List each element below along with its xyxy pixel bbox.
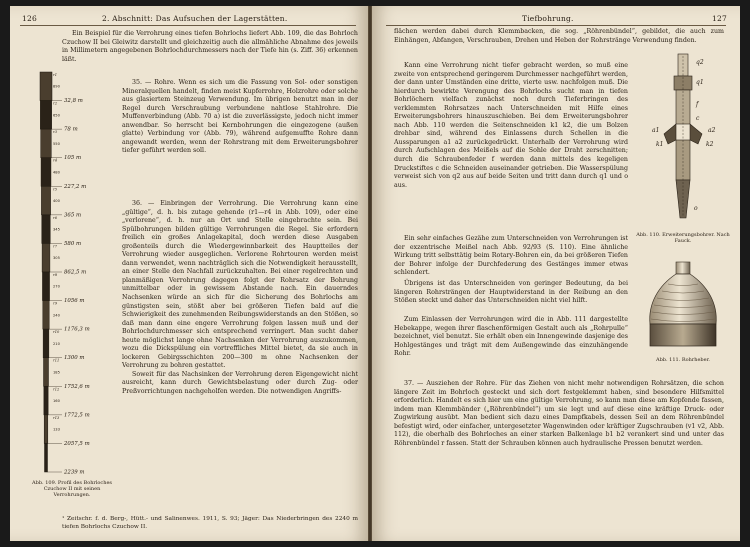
depth-label: 1176,3 m	[64, 326, 90, 333]
tube-label: r10	[53, 330, 60, 335]
casing-segment	[44, 415, 48, 444]
casing-segment	[42, 272, 49, 301]
depth-label: 105 m	[64, 155, 82, 162]
depth-label: 227,2 m	[64, 183, 87, 190]
casing-segment	[45, 443, 48, 472]
reamer-label: k1	[656, 141, 664, 148]
undercut-paragraph: Übrigens ist das Unterschneiden von geringer Bedeutung, da bei längeren Rohrsträngen der Hauptwiderstand in der Reibung an den Stößen steckt und daher das Unterschneiden nicht viel hilft.	[394, 280, 628, 305]
head-rule	[20, 25, 356, 26]
reamer-drawing	[638, 50, 728, 230]
tube-label: r11	[53, 358, 60, 363]
depth-label: 1056 m	[64, 298, 85, 305]
section-37: 37. — Ausziehen der Rohre. Für das Ziehen von nicht mehr notwendigen Rohrsätzen, die schon längere Zeit im Bohrloch gesteckt und sich dort festgeklemmt haben, sind besondere Hilfsmittel erforderlich. Handelt es sich hier um eine gültige Verrohrung, so kann man diese am Kopfende fassen, indem man Klemmbänder („Röhrenbündel“) um sie legt und auf diese eine kräftige Druck- oder Zugwirkung ausübt. Man bedient sich dazu eines Dampfkabels, dessen Seil an dem Röhrenbündel befestigt wird, oder einfacher, untergesetzter Wagenwinden oder kräftiger Zugschrauben (v1 v2, Abb. 112), die oberhalb des Bohrloches an einer starken Balkenlage b1 b2 verankert sind und unter das Röhrenbündel r fassen. Statt der Schrauben können auch hydraulische Pressen benutzt werden.	[394, 380, 724, 447]
casing-segment	[41, 158, 51, 187]
casing-segment	[42, 243, 50, 272]
depth-label: 365 m	[64, 212, 82, 219]
footnote: ¹ Zeitschr. f. d. Berg-, Hütt.- und Salinenwes. 1911, S. 93; Jäger: Das Niederbringen des 2240 m tiefen Bohrlochs Czuchow II.	[62, 516, 358, 530]
figure-109-caption: Abb. 109. Profil des Bohrloches Czuchow II mit seinen Verrohrungen.	[32, 480, 112, 498]
depth-label: 580 m	[64, 240, 82, 247]
figure-111	[638, 256, 728, 356]
diameter-label: 185	[53, 370, 60, 375]
tube-label: r8	[53, 273, 58, 277]
tube-label: r6	[53, 215, 58, 220]
tube-label: r7	[53, 244, 58, 249]
reamer-label: a2	[708, 127, 716, 134]
casing-segment	[40, 72, 52, 101]
reamer-label: q2	[696, 59, 704, 66]
depth-label: 1752,6 m	[64, 383, 90, 390]
casing-segment	[41, 129, 52, 158]
figure-110-caption: Abb. 110. Erweiterungsbohrer. Nach Fauck.	[636, 232, 730, 244]
tube-label: r5	[53, 187, 58, 192]
reamer-label: o	[694, 205, 698, 212]
borehole-profile-diagram	[32, 68, 116, 478]
diameter-label: 345	[53, 227, 60, 232]
casing-segment	[44, 386, 48, 415]
depth-label: 78 m	[64, 126, 78, 133]
casing-segment	[40, 101, 51, 130]
depth-label: 2239 m	[64, 469, 85, 476]
section-35: 35. — Rohre. Wenn es sich um die Fassung von Sol- oder sonstigen Mineralquellen handelt, finden meist Kupferrohre, Holzrohre oder solche aus glasiertem Steinzeug Verwendung. Im übrigen benutzt man in der Regel durch Verschraubung verbundene nahtlose Stahlrohre. Die Muffenverbindung (Abb. 70 a) ist die zuverlässigste, jedoch nicht immer anwendbar. So herrscht bei Kernbohrungen die eingezogene (außen glatte) Verbindung vor (Abb. 79), während aufgemuffte Rohre dann angewandt werden, wenn der Rohrstrang mit dem Erweiterungsbohrer tiefer geführt werden soll.	[122, 79, 358, 155]
figure-110	[638, 50, 728, 230]
reamer-label: k2	[706, 141, 714, 148]
intro-paragraph: Ein Beispiel für die Verrohrung eines tiefen Bohrlochs liefert Abb. 109, die das Bohrloch Czuchow II bei Gleiwitz darstellt und gleichzeitig auch die allmähliche Abnahme des jeweils in Millimetern angegebenen Bohrlochdurchmessers nach der Tiefe hin (s. Ziff. 36) erkennen läßt.	[62, 30, 358, 63]
eccentric-bit-paragraph: Ein sehr einfaches Gezähe zum Unterschneiden von Verrohrungen ist der exzentrische Meißel nach Abb. 92/93 (S. 110). Eine ähnliche Wirkung tritt selbsttätig beim Rotary-Bohren ein, da bei größeren Tiefen der Bohrer infolge der Durchfederung des Gestänges immer etwas schlendert.	[394, 235, 628, 277]
diameter-label: 480	[53, 170, 60, 175]
diameter-label: 400	[53, 199, 60, 203]
page-number: 126	[22, 14, 37, 23]
lifting-cap-paragraph: Zum Einlassen der Verrohrungen wird die in Abb. 111 dargestellte Hebekappe, wegen ihrer flaschenförmigen Gestalt auch als „Rohrpulle“ bezeichnet, viel benutzt. Sie erhält oben ein Innengewinde dasjenige des Hohlgestänges und trägt mit dem Außengewinde das einzuhängende Rohr.	[394, 316, 628, 358]
depth-label: 862,5 m	[64, 269, 87, 276]
figure-109	[32, 68, 116, 478]
tube-label: r12	[53, 387, 60, 392]
tube-label: r3	[53, 130, 58, 135]
diameter-label: 133	[53, 427, 60, 432]
section-36: 36. — Einbringen der Verrohrung. Die Verrohrung kann eine „gültige“, d. h. bis zutage gehende (r1—r4 in Abb. 109), oder eine „verlorene“, d. h. nur an Ort und Stelle eingebrachte sein. Bei Spülbohrungen bilden gültige Verrohrungen die Regel. Sie erfordern freilich ein großes Anlagekapital, doch werden diese Ausgaben großenteils durch die Wiedergewinnbarkeit des Hauptteiles der Verrohrung wieder ausgeglichen. Verlorene Rohrtouren werden meist dann verwendet, wenn nachträglich sich die Notwendigkeit herausstellt, an einer Stelle den Nachfall zurückzuhalten. Bei einer regelrechten und planmäßigen Verrohrung dagegen folgt der Rohrsatz der Bohrung unmittelbar oder in gewissem Abstande nach. Ein dauerndes Nachsenken würde an sich für die Sicherung des Bohrlochs am günstigsten sein, stößt aber bei größeren Tiefen bald auf die Schwierigkeit des zunehmenden Reibungswiderstands an den Stößen, so daß man dann eine engere Verrohrung folgen lassen muß und der Bohrlochdurchmesser sich entsprechend verringert. Man sucht daher heute möglichst lange ohne Nachsenken der Verrohrung auszukommen, wozu die Dickspülung ein vortreffliches Mittel bietet, da sie auch in lockeren Gebirgsschichten 200—300 m ohne Nachsenken der Verrohrung zu bohren gestattet. Soweit für das Nachsinken der Verrohrung deren Eigengewicht nicht ausreicht, kann durch Gewichtsbelastung oder durch Zug- oder Preßvorrichtungen nachgeholfen werden. Die notwendigen Angriffs-	[122, 200, 358, 396]
left-page	[10, 6, 368, 541]
tube-label: r4	[53, 158, 58, 163]
page-number: 127	[712, 14, 727, 23]
figure-111-caption: Abb. 111. Rohrheber.	[655, 357, 711, 363]
diameter-label: 210	[53, 341, 60, 346]
diameter-label: 160	[53, 399, 60, 403]
pipe-lifter-drawing	[638, 256, 728, 356]
head-rule	[386, 25, 726, 26]
diameter-label: 270	[53, 284, 60, 289]
depth-label: 1300 m	[64, 355, 85, 362]
casing-segment	[44, 358, 49, 387]
reamer-label: a1	[652, 127, 660, 134]
depth-label: 2057,5 m	[64, 440, 90, 447]
reamer-label: q1	[696, 79, 704, 86]
depth-label: 1772,5 m	[64, 412, 90, 419]
diameter-label: 550	[53, 141, 60, 146]
tube-label: r13	[53, 415, 60, 420]
right-page	[372, 6, 740, 541]
casing-segment	[43, 329, 49, 358]
diameter-label: 650	[53, 113, 60, 118]
reamer-part	[690, 124, 702, 144]
casing-segment	[41, 186, 50, 215]
reamer-label: c	[696, 115, 700, 122]
reamer-label: f	[696, 101, 699, 108]
tube-label: r2	[53, 101, 58, 106]
tube-label: r1	[53, 73, 58, 77]
diameter-label: 890	[53, 84, 60, 89]
casing-segment	[43, 301, 49, 330]
reamer-part	[664, 124, 676, 144]
diameter-label: 305	[53, 256, 60, 261]
diameter-label: 240	[53, 313, 60, 318]
depth-label: 32,8 m	[64, 98, 83, 105]
tube-label: r9	[53, 301, 58, 306]
reaming-paragraph: Kann eine Verrohrung nicht tiefer gebracht werden, so muß eine zweite von entsprechend geringerem Durchmesser nachgeführt werden, der dann unter Umständen eine dritte, vierte usw. nachfolgen muß. Die hierdurch bewirkte Verengung des Bohrlochs sucht man in tiefen Bohrlöchern vielfach zunächst noch durch Tieferbringen des verklemmten Rohrsatzes nach Unterschneiden mit Hilfe eines Erweiterungsbohrers hinauszuschieben. Bei dem Erweiterungsbohrer nach Abb. 110 werden die Seitenschneiden k1 k2, die um Bolzen drehbar sind, während des Einlassens durch Schellen in die Aussparungen a1 a2 zurückgedrückt. Unterhalb der Verrohrung wird durch Aufschlagen des Meißels auf die Sohle der Draht zerschnitten; durch die Schraubenfeder f werden dann mittels des kegeligen Druckstiftes c die Schneiden auseinander getrieben. Die Wasserspülung verweist sich von q2 aus auf beide Seiten und tritt dann durch q1 und o aus.	[394, 62, 628, 189]
casing-segment	[42, 215, 51, 244]
continuation-paragraph: flächen werden dabei durch Klemmbacken, die sog. „Röhrenbündel“, gebildet, die auch zum Einhängen, Abfangen, Verschrauben, Drehen und Heben der Rohrstränge Verwendung finden.	[394, 28, 724, 44]
running-head: Tiefbohrung.	[522, 14, 574, 23]
reamer-part	[676, 140, 690, 180]
running-head: 2. Abschnitt: Das Aufsuchen der Lagerstätten.	[102, 14, 288, 23]
